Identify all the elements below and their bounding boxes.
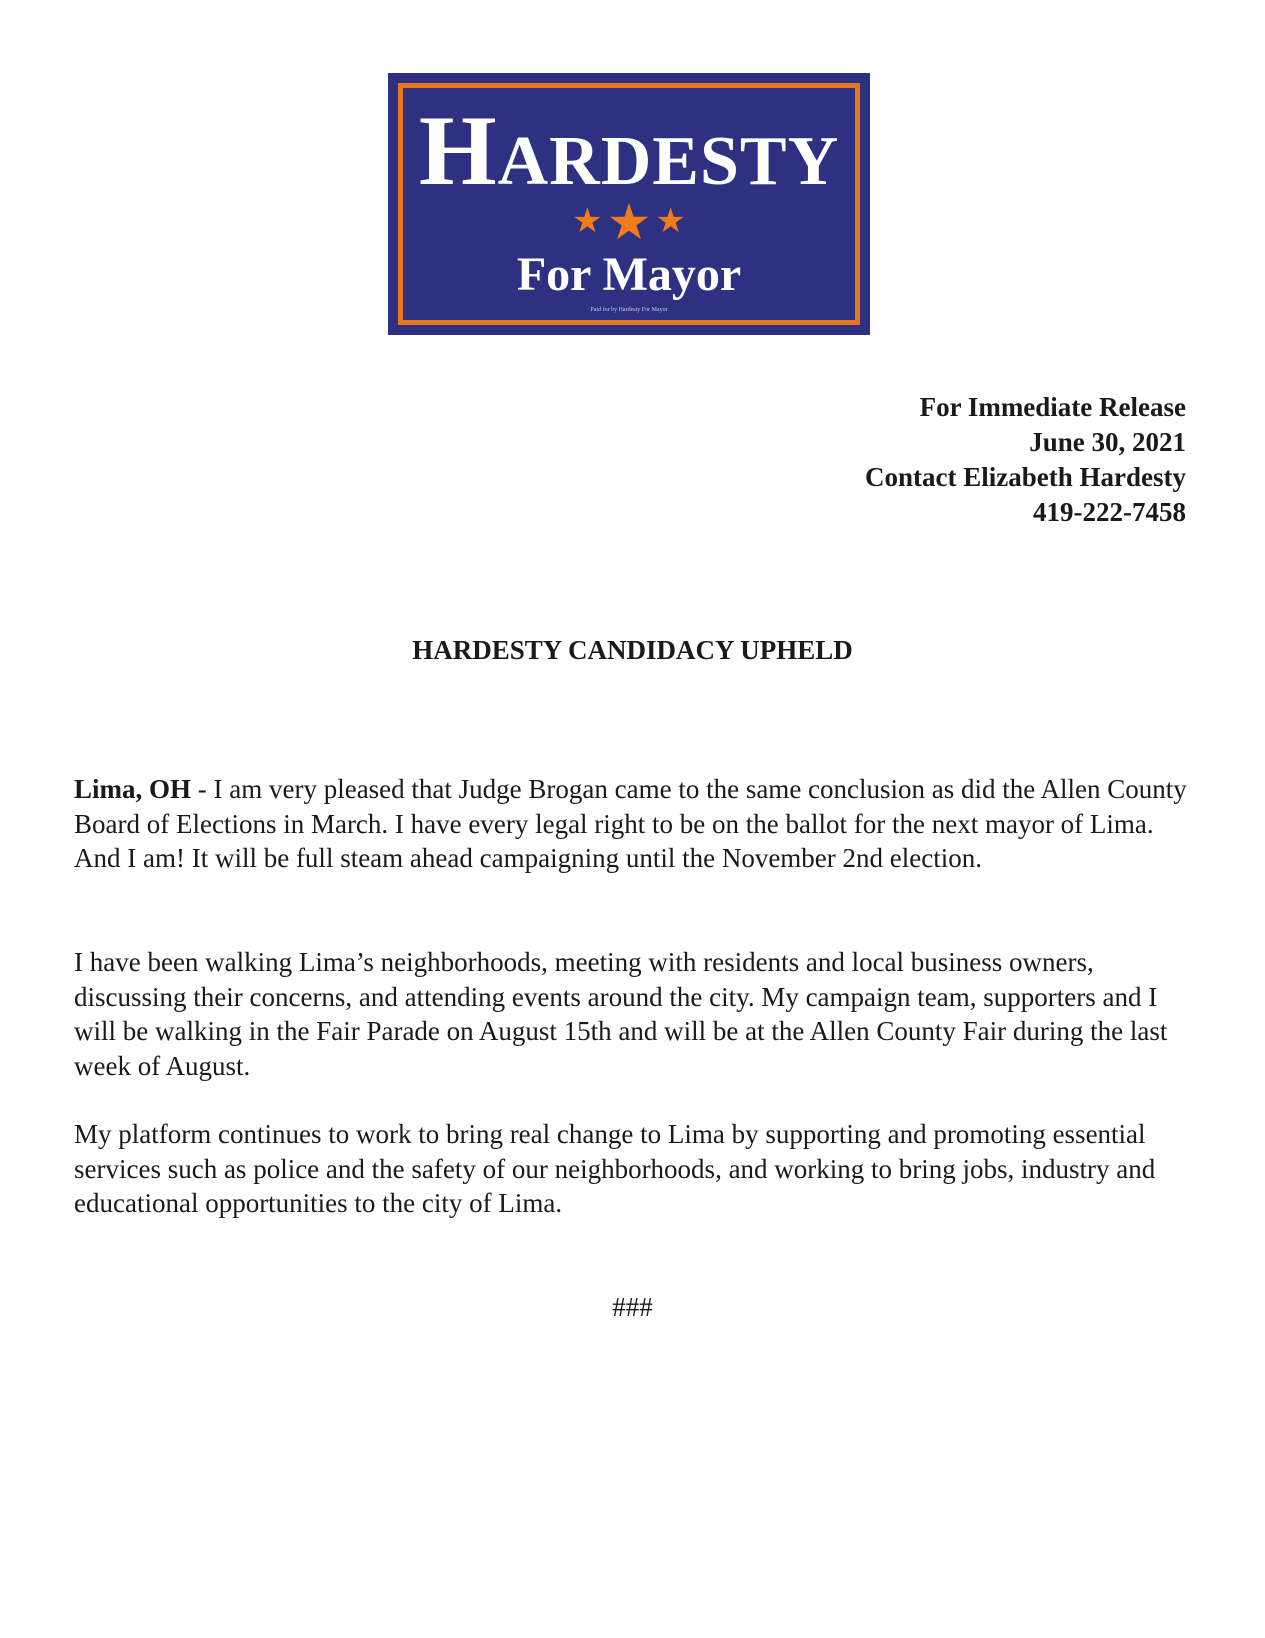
star-icon: ★ [655, 203, 686, 241]
logo-subtitle: For Mayor [516, 248, 742, 301]
paragraph-1 [74, 772, 1194, 876]
logo-fine-print: Paid for by Hardesty For Mayor [590, 307, 668, 313]
paragraph-3: My platform continues to work to bring real change to Lima by supporting and promoting essential services such as police and the safety of our neighborhoods, and working to bring jobs, industry and educational opportunities to the city of Lima. [74, 1119, 1156, 1218]
end-mark: ### [612, 1292, 653, 1322]
dateline: Lima, OH [74, 774, 192, 804]
release-contact: Contact Elizabeth Hardesty [865, 462, 1186, 492]
headline: HARDESTY CANDIDACY UPHELD [412, 635, 853, 665]
campaign-logo [388, 73, 870, 335]
star-icon: ★ [606, 194, 652, 251]
logo-stars [388, 194, 870, 251]
release-date: June 30, 2021 [1029, 427, 1186, 457]
logo-name: Hardesty [418, 95, 840, 206]
paragraph-1-text: - I am very pleased that Judge Brogan came to the same conclusion as did the Allen County Board of Elections in March. I have every legal right to be on the ballot for the next mayor of Lima. And I am! It will be full steam ahead campaigning until the November 2nd election. [74, 774, 1187, 873]
star-icon: ★ [572, 203, 603, 241]
paragraph-2: I have been walking Lima’s neighborhoods, meeting with residents and local business owners, discussing their concerns, and attending events around the city. My campaign team, supporters and I will be walking in the Fair Parade on August 15th and will be at the Allen County Fair during the last week of August. [74, 947, 1168, 1081]
release-label: For Immediate Release [919, 392, 1186, 422]
release-info [865, 390, 1186, 530]
release-phone: 419-222-7458 [1033, 497, 1186, 527]
